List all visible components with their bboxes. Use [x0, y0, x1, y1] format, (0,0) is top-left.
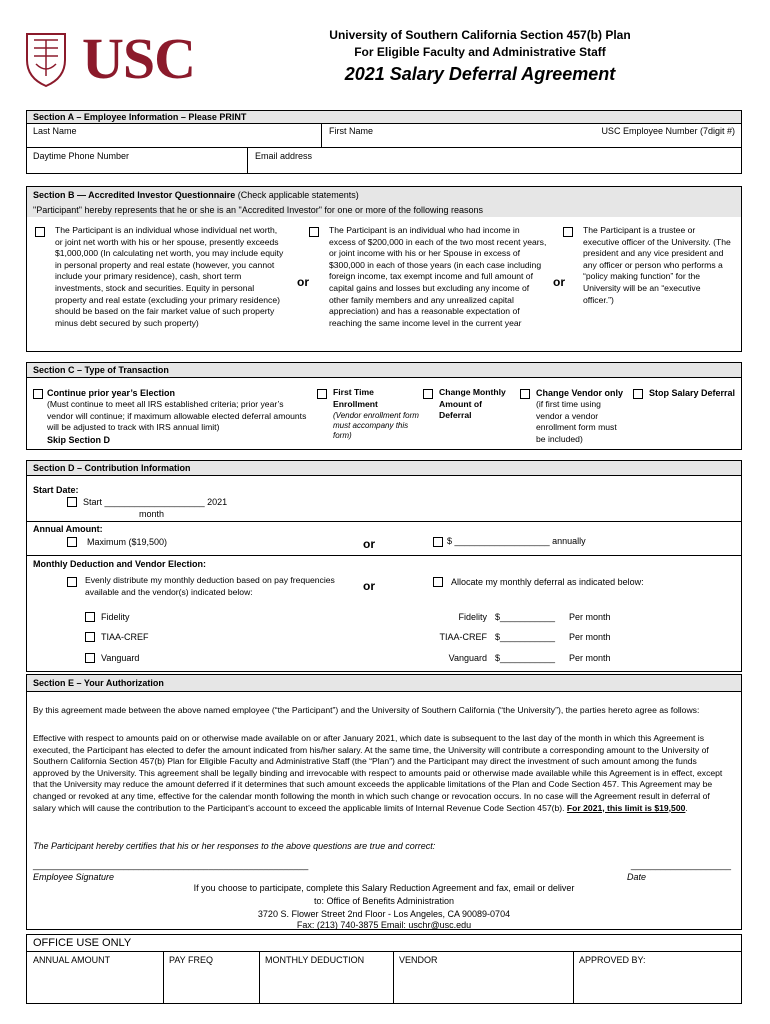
- stop-deferral-checkbox[interactable]: [633, 389, 643, 399]
- accredited-networth-checkbox[interactable]: [35, 227, 45, 237]
- agreement-intro: By this agreement made between the above named employee (“the Participant”) and the University of Southern California (“the University”), the parties hereto agree as follows:: [33, 705, 700, 715]
- certify-text: The Participant hereby certifies that his or her responses to the above questions are true and correct:: [33, 841, 436, 851]
- accredited-income-checkbox[interactable]: [309, 227, 319, 237]
- accredited-officer-checkbox[interactable]: [563, 227, 573, 237]
- first-time-checkbox[interactable]: [317, 389, 327, 399]
- change-vendor-note: (if first time using vendor a vendor enrollment form must be included): [536, 399, 617, 444]
- logo-text: USC: [82, 26, 196, 91]
- first-name-field[interactable]: First Name: [329, 126, 374, 136]
- month-caption: month: [139, 509, 165, 519]
- monthly-election-label: Monthly Deduction and Vendor Election:: [33, 559, 207, 569]
- signature-caption: Employee Signature: [33, 872, 115, 882]
- fidelity-amount-field[interactable]: $___________: [495, 612, 556, 622]
- change-monthly-checkbox[interactable]: [423, 389, 433, 399]
- or-label: or: [553, 275, 565, 289]
- section-d-title: Section D – Contribution Information: [33, 463, 191, 473]
- maximum-label: Maximum ($19,500): [87, 537, 168, 547]
- allocate-checkbox[interactable]: [433, 577, 443, 587]
- annual-amount-col[interactable]: ANNUAL AMOUNT: [33, 955, 111, 965]
- section-a: [26, 110, 742, 174]
- section-c-title: Section C – Type of Transaction: [33, 365, 169, 375]
- accredited-networth-text: The Participant is an individual whose individual net worth, or joint net worth with his or her spouse, presently exceeds $1,000,000 (In calculating net worth, you may include equity in personal property and real estate (however, you cannot include your primary residence), cash, short term investments, stock and securities. Equity in personal property and real estate (excluding your primary residence) should be based on the fair market value of such property minus debt secured by such property): [55, 225, 284, 328]
- section-d: [26, 460, 742, 672]
- fax-contact: Fax: (213) 740-3875 Email: uschr@usc.edu: [296, 920, 472, 930]
- email-field[interactable]: Email address: [255, 151, 313, 161]
- tiaa-cref-per-month: Per month: [569, 632, 611, 642]
- header-line-1: University of Southern California Section 457(b) Plan: [329, 28, 631, 42]
- change-vendor-label: Change Vendor only: [536, 388, 624, 398]
- dollar-annual-field[interactable]: $ ___________________ annually: [447, 536, 586, 546]
- annual-amount-label: Annual Amount:: [33, 524, 103, 534]
- vanguard-checkbox[interactable]: [85, 653, 95, 663]
- fidelity-checkbox[interactable]: [85, 612, 95, 622]
- pay-freq-col[interactable]: PAY FREQ: [169, 955, 214, 965]
- fidelity-per-month: Per month: [569, 612, 611, 622]
- vanguard-alloc-label: Vanguard: [448, 653, 487, 663]
- section-c: [26, 362, 742, 450]
- tiaa-cref-checkbox[interactable]: [85, 632, 95, 642]
- agreement-body: Effective with respect to amounts paid on or otherwise made available on or after January 2021, which date is subsequent to the last day of the month in which this Agreement is executed, the Participant has elected to defer the amount indicated from his/her salary. At the same time, the University will contribute a corresponding amount to the University of Southern California Section 457(b) Plan for Eligible Faculty and Administrative Staff (the “Plan”) and the Participant may direct the investment of such amount among the funds approved by the University. This agreement shall be legally binding and irrevocable with respect to amounts paid or otherwise made available while this Agreement is in effect, except that the University may reduce the amount deferred if it determines that such amount exceeds the applicable limitations of the Plan and Code Section 457. This Agreement may be changed or revoked at any time, effective for the calendar month following the month in which such change or revocation occurs. In no case will the Agreement result in deferral of salary which will cause the contribution to the Participant’s account to exceed the applicable limits of Internal Revenue Code Section 457(b). For 2021, this limit is $19,500.: [33, 733, 723, 813]
- tiaa-cref-amount-field[interactable]: $___________: [495, 632, 556, 642]
- evenly-distribute-text: Evenly distribute my monthly deduction based on pay frequencies available and the vendor(s) indicated below:: [85, 575, 335, 597]
- vanguard-amount-field[interactable]: $___________: [495, 653, 556, 663]
- phone-field[interactable]: Daytime Phone Number: [33, 151, 130, 161]
- date-line[interactable]: ____________________: [630, 860, 731, 870]
- maximum-checkbox[interactable]: [67, 537, 77, 547]
- header-line-2: For Eligible Faculty and Administrative Staff: [354, 45, 606, 59]
- or-label: or: [363, 579, 375, 593]
- last-name-field[interactable]: Last Name: [33, 126, 77, 136]
- section-b-subtitle: "Participant" hereby represents that he or she is an "Accredited Investor" for one or more of the following reasons: [33, 205, 484, 215]
- fax-office: to: Office of Benefits Administration: [314, 896, 454, 906]
- dollar-annual-checkbox[interactable]: [433, 537, 443, 547]
- office-use-title: OFFICE USE ONLY: [33, 937, 132, 949]
- page-title: 2021 Salary Deferral Agreement: [344, 64, 616, 84]
- allocate-text: Allocate my monthly deferral as indicated below:: [451, 577, 644, 587]
- start-date-label: Start Date:: [33, 485, 79, 495]
- section-a-title: Section A – Employee Information – Please PRINT: [33, 112, 247, 122]
- skip-section-d: Skip Section D: [47, 435, 111, 445]
- or-label: or: [363, 537, 375, 551]
- limit-text: For 2021, this limit is $19,500: [566, 802, 686, 813]
- accredited-officer-text: The Participant is a trustee or executive officer of the University. (The president and any vice president and any officer or person who performs a “policy making function” for the University will be an “executive officer.”): [583, 225, 731, 305]
- date-caption: Date: [627, 872, 647, 882]
- office-use: [26, 934, 742, 1004]
- first-time-note: (Vendor enrollment form must accompany this form): [333, 411, 419, 440]
- signature-line[interactable]: _______________________________________________________: [33, 860, 309, 870]
- shield-icon: [24, 30, 68, 88]
- monthly-deduction-col[interactable]: MONTHLY DEDUCTION: [265, 955, 365, 965]
- vanguard-label: Vanguard: [101, 653, 140, 663]
- first-time-label: First Time Enrollment: [333, 387, 378, 409]
- evenly-distribute-checkbox[interactable]: [67, 577, 77, 587]
- change-monthly-label: Change Monthly Amount of Deferral: [439, 387, 506, 421]
- continue-election-text: (Must continue to meet all IRS established criteria; prior year’s vendor will continue; if maximum allowable elected deferral amounts will be adjusted to track with IRS annual limit): [47, 399, 307, 433]
- change-vendor-checkbox[interactable]: [520, 389, 530, 399]
- start-month-field[interactable]: Start ____________________ 2021: [83, 497, 228, 507]
- section-b: [26, 186, 742, 352]
- approved-by-col[interactable]: APPROVED BY:: [579, 955, 646, 965]
- tiaa-cref-alloc-label: TIAA-CREF: [439, 632, 487, 642]
- tiaa-cref-label: TIAA-CREF: [101, 632, 149, 642]
- accredited-income-text: The Participant is an individual who had income in excess of $200,000 in each of the two most recent years, or joint income with his or her Spouse in excess of $300,000 in each of those years (in each case including foreign income, tax exempt income and full amount of capital gains and losses but excluding any income of other family members and any unrealized capital appreciation) and has a reasonable expectation of reaching the same income level in the current year: [329, 225, 547, 328]
- or-label: or: [297, 275, 309, 289]
- continue-election-checkbox[interactable]: [33, 389, 43, 399]
- fidelity-alloc-label: Fidelity: [458, 612, 487, 622]
- fidelity-label: Fidelity: [101, 612, 130, 622]
- employee-number-field[interactable]: USC Employee Number (7digit #): [601, 126, 735, 136]
- fax-instructions: If you choose to participate, complete this Salary Reduction Agreement and fax, email or deliver: [193, 883, 575, 893]
- start-checkbox[interactable]: [67, 497, 77, 507]
- section-e: [26, 674, 742, 930]
- vanguard-per-month: Per month: [569, 653, 611, 663]
- section-e-title: Section E – Your Authorization: [33, 678, 164, 688]
- vendor-col[interactable]: VENDOR: [399, 955, 438, 965]
- section-b-title: Section B — Accredited Investor Questionnaire (Check applicable statements): [33, 190, 359, 200]
- fax-address: 3720 S. Flower Street 2nd Floor - Los Angeles, CA 90089-0704: [257, 909, 511, 919]
- stop-deferral-label: Stop Salary Deferral: [649, 388, 736, 398]
- usc-logo: [24, 28, 214, 90]
- continue-election-label: Continue prior year’s Election: [47, 388, 176, 398]
